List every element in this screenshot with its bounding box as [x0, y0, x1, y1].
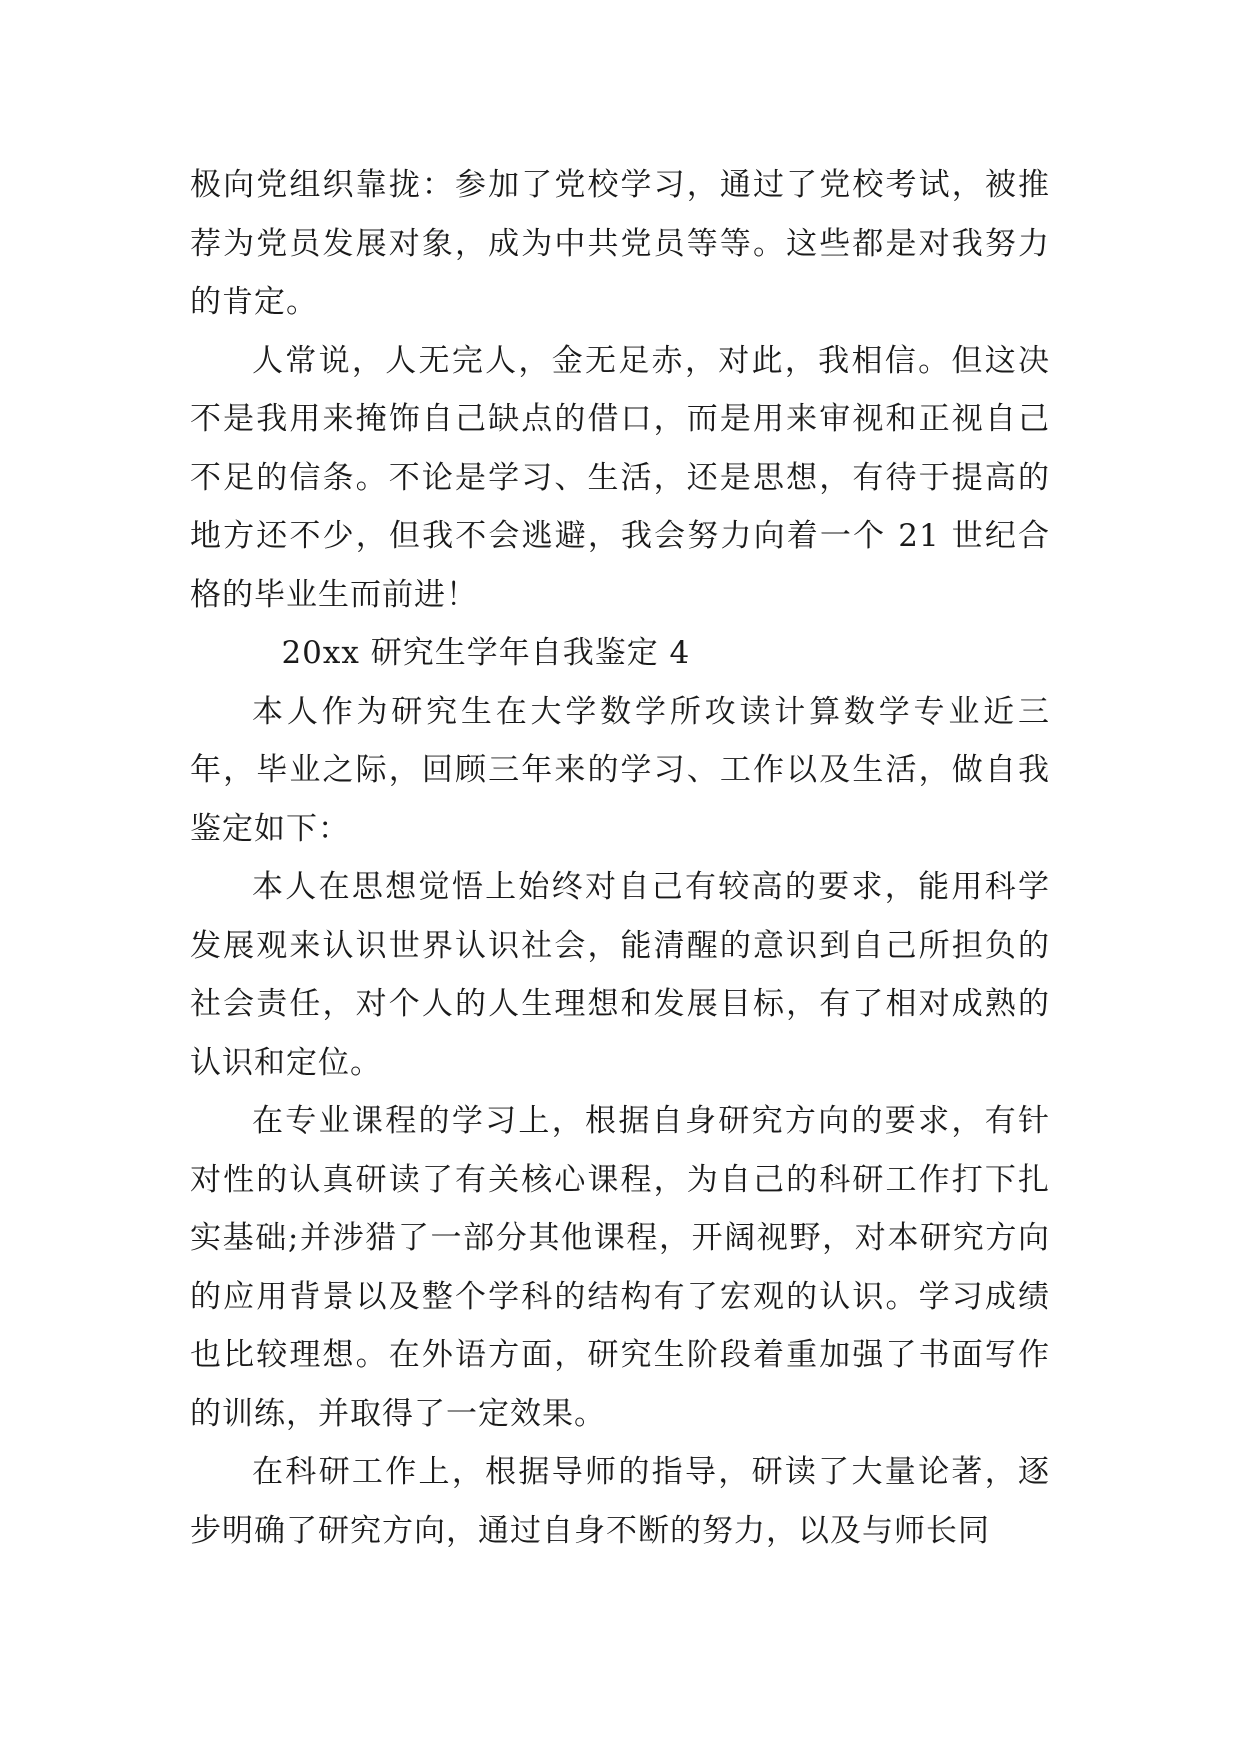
- paragraph-self-reflection: 人常说，人无完人，金无足赤，对此，我相信。但这决不是我用来掩饰自己缺点的借口，而是用来审视和正视自己不足的信条。不论是学习、生活，还是思想，有待于提高的地方还不少，但我不会逃避，我会努力向着一个 21 世纪合格的毕业生而前进！: [190, 342, 1050, 613]
- paragraph-coursework: 在专业课程的学习上，根据自身研究方向的要求，有针对性的认真研读了有关核心课程，为自己的科研工作打下扎实基础;并涉猎了一部分其他课程，开阔视野，对本研究方向的应用背景以及整个学科的结构有了宏观的认识。学习成绩也比较理想。在外语方面，研究生阶段着重加强了书面写作的训练，并取得了一定效果。: [190, 1103, 1050, 1432]
- paragraph-continuation: 极向党组织靠拢：参加了党校学习，通过了党校考试，被推荐为党员发展对象，成为中共党员等等。这些都是对我努力的肯定。: [190, 167, 1050, 320]
- section-heading: 20xx 研究生学年自我鉴定 4: [281, 635, 691, 671]
- paragraph-introduction: 本人作为研究生在大学数学所攻读计算数学专业近三年，毕业之际，回顾三年来的学习、工作以及生活，做自我鉴定如下：: [190, 693, 1050, 847]
- document-body: [190, 156, 1050, 1560]
- paragraph-ideology: 本人在思想觉悟上始终对自己有较高的要求，能用科学发展观来认识世界认识社会，能清醒的意识到自己所担负的社会责任，对个人的人生理想和发展目标，有了相对成熟的认识和定位。: [190, 869, 1050, 1081]
- paragraph-research: 在科研工作上，根据导师的指导，研读了大量论著，逐步明确了研究方向，通过自身不断的努力，以及与师长同: [190, 1454, 1050, 1549]
